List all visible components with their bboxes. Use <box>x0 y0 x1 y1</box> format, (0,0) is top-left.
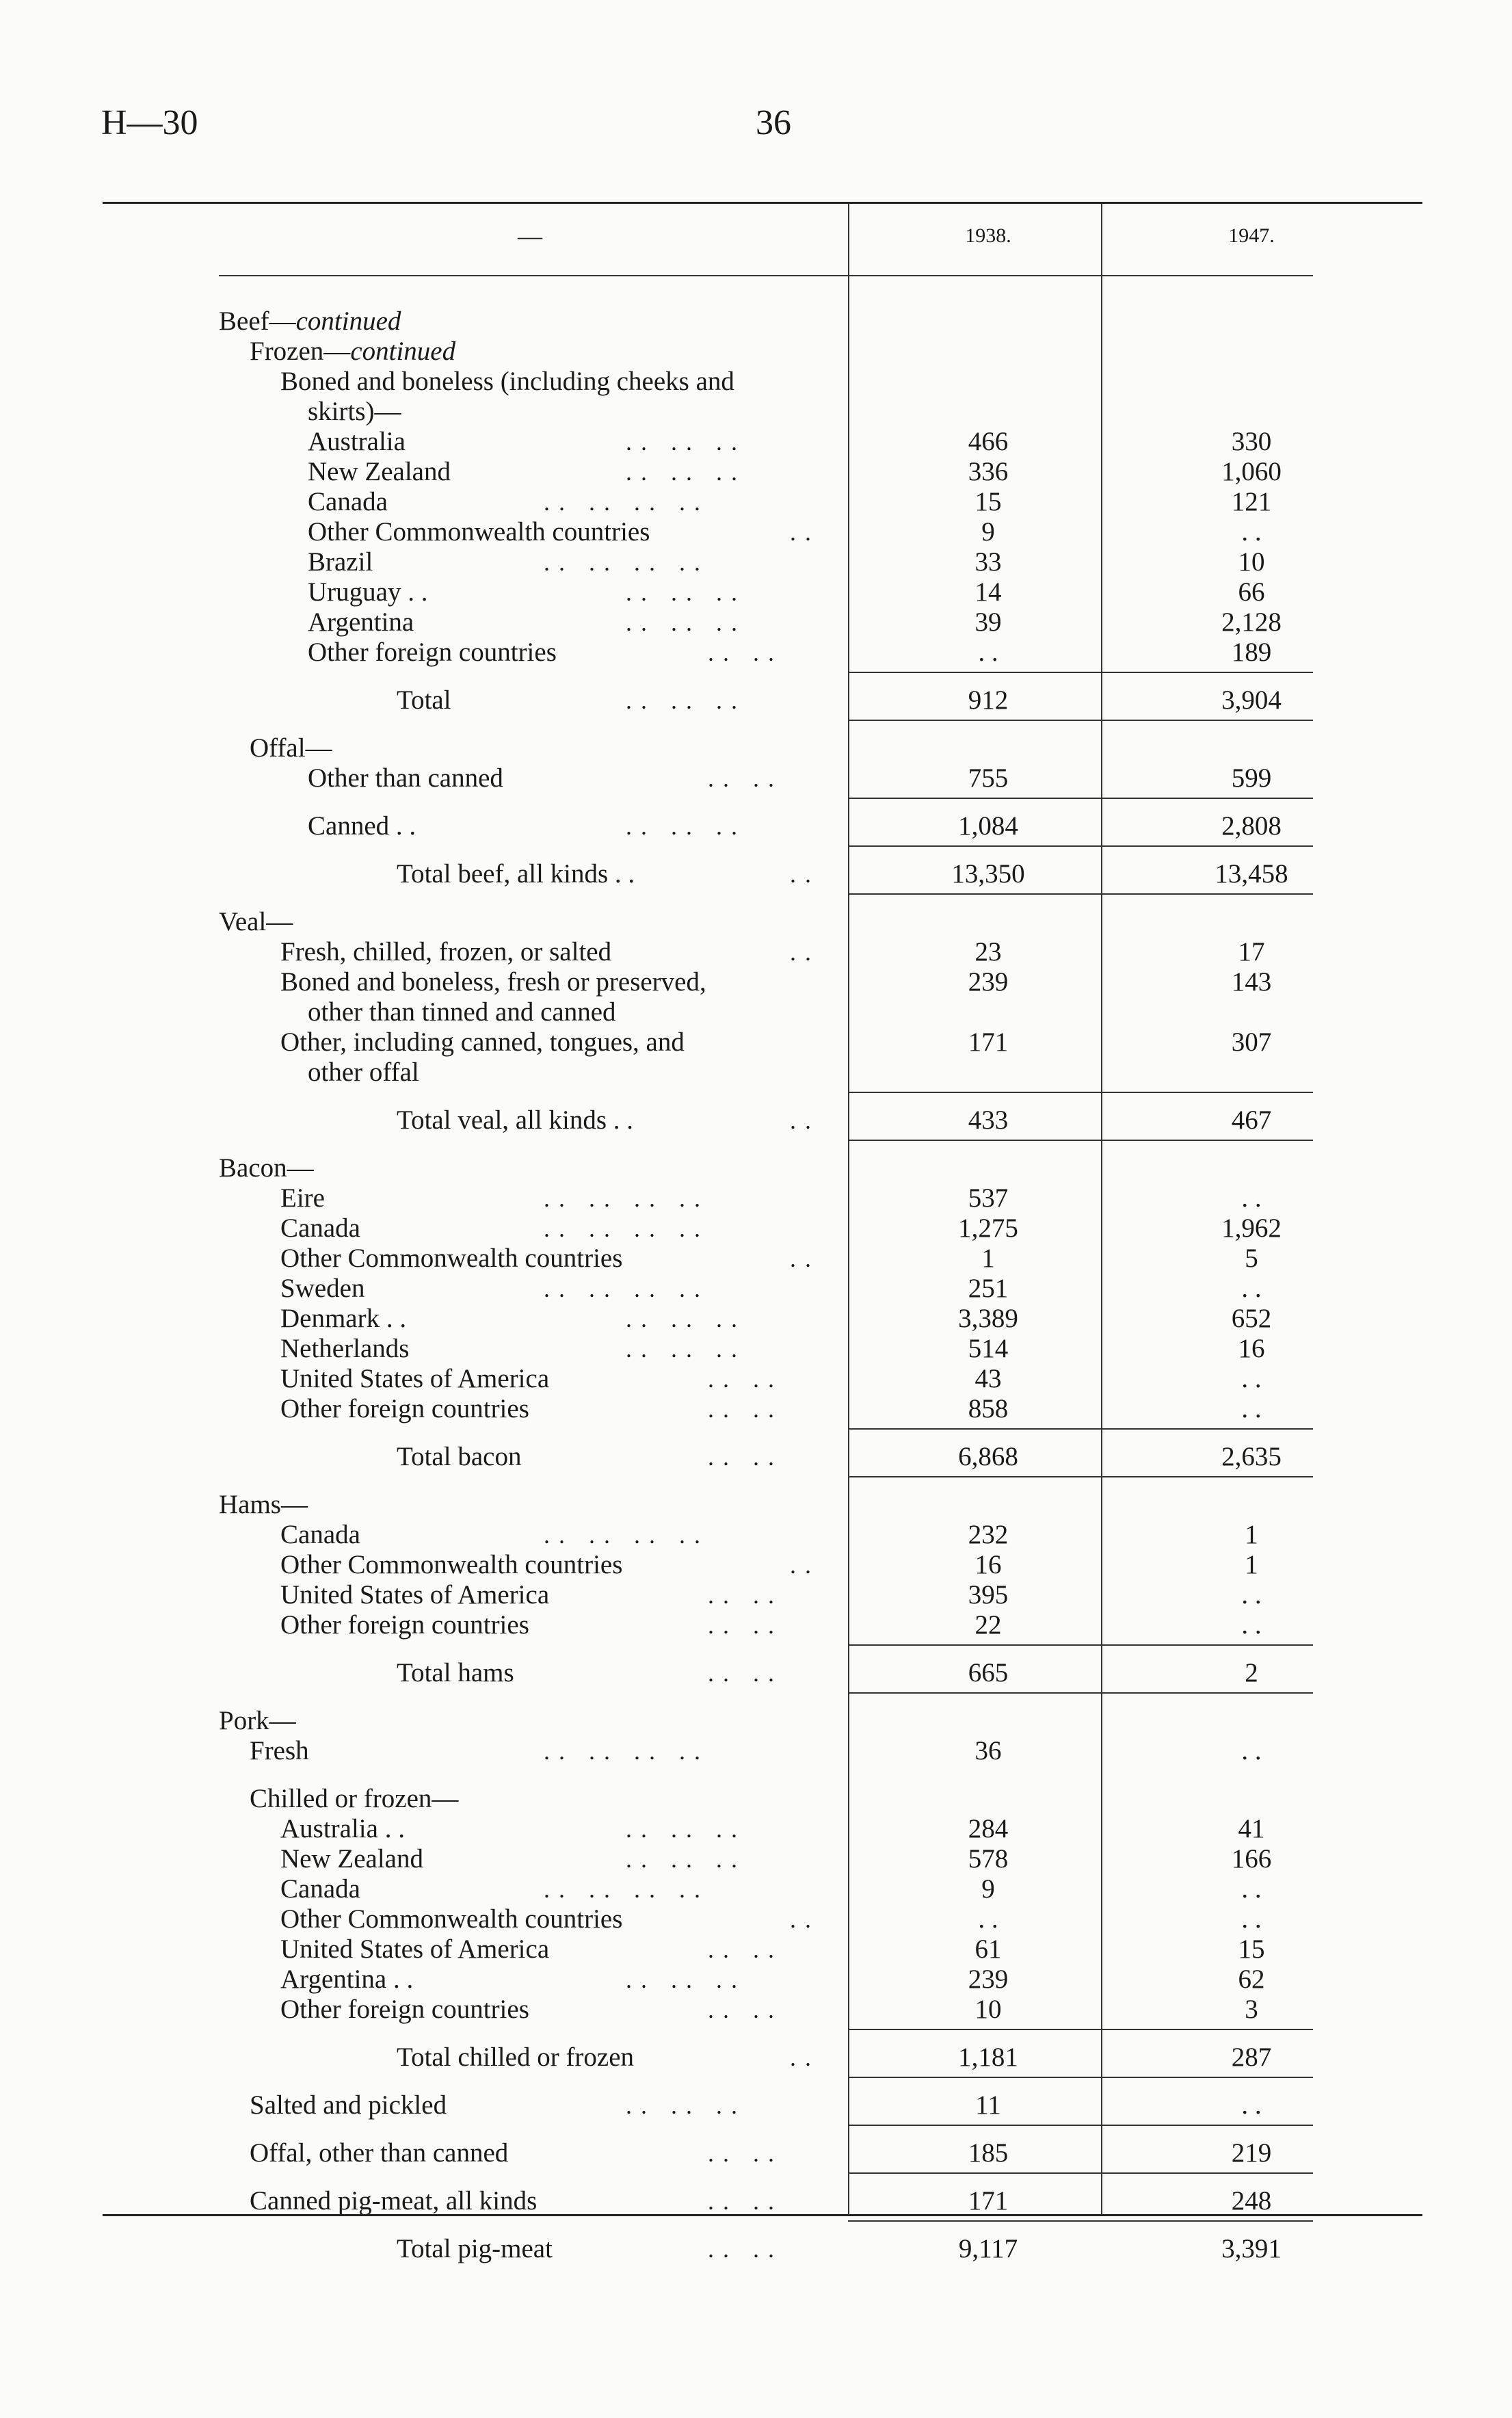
subtotal-rule <box>848 1644 1313 1646</box>
table-row <box>0 1580 1512 1610</box>
value-1938: 239 <box>968 1964 1009 1994</box>
row-label: Canned . . <box>308 811 416 841</box>
row-label: New Zealand <box>280 1844 423 1874</box>
value-1938: 23 <box>974 937 1002 967</box>
leader-dots: . . . . . . . . <box>544 1275 702 1302</box>
value-1947: 3,904 <box>1221 685 1282 715</box>
value-1947: . . <box>1241 1274 1262 1303</box>
table-row <box>0 937 1512 967</box>
value-1938: . . <box>978 638 998 667</box>
page-header-code: H—30 <box>101 103 198 142</box>
value-1947: . . <box>1241 1580 1262 1609</box>
table-row <box>0 337 1512 367</box>
value-1938: 336 <box>968 457 1009 486</box>
value-1947: 166 <box>1231 1844 1272 1874</box>
leader-dots: . . . . <box>708 1365 775 1393</box>
page-number: 36 <box>756 103 791 142</box>
value-1938: 16 <box>974 1550 1002 1579</box>
table-row <box>0 2090 1512 2120</box>
value-1938: 3,389 <box>958 1304 1018 1333</box>
leader-dots: . . . . . . . . <box>544 488 702 516</box>
subtotal-rule <box>848 798 1313 799</box>
table-row <box>0 638 1512 668</box>
value-1947: 1,060 <box>1221 457 1282 486</box>
value-1947: 307 <box>1231 1027 1272 1057</box>
row-label: Uruguay . . <box>308 577 428 607</box>
table-row <box>0 1784 1512 1814</box>
leader-dots: . . . . <box>708 765 775 792</box>
leader-dots: . . . . . . . . <box>544 1876 702 1903</box>
value-1947: . . <box>1241 1183 1262 1213</box>
table-row <box>0 1364 1512 1394</box>
row-label: Canada <box>280 1520 360 1549</box>
table-row <box>0 1736 1512 1766</box>
value-1938: 171 <box>968 1027 1009 1057</box>
value-1938: 22 <box>974 1610 1002 1640</box>
value-1947: 17 <box>1238 937 1265 967</box>
value-1938: 9 <box>981 1874 995 1904</box>
value-1947: . . <box>1241 517 1262 547</box>
row-label: Other foreign countries <box>280 1995 529 2024</box>
value-1938: 36 <box>974 1736 1002 1765</box>
subtotal-rule <box>848 1428 1313 1430</box>
row-label: Beef—continued <box>219 306 401 336</box>
value-1947: 5 <box>1245 1244 1258 1273</box>
table-row <box>0 1105 1512 1135</box>
row-label: Bacon— <box>219 1153 314 1183</box>
table-row <box>0 1874 1512 1904</box>
leader-dots: . . <box>790 1906 812 1933</box>
row-label: Offal— <box>250 733 332 763</box>
table-row <box>0 1706 1512 1736</box>
leader-dots: . . . . . . . . <box>544 549 702 576</box>
table-row <box>0 1844 1512 1874</box>
row-label: Other foreign countries <box>280 1394 529 1423</box>
leader-dots: . . . . . . . . <box>544 1215 702 1242</box>
table-row <box>0 907 1512 937</box>
row-label: skirts)— <box>308 397 401 426</box>
value-1947: 248 <box>1231 2186 1272 2216</box>
value-1947: 121 <box>1231 487 1272 516</box>
row-label: New Zealand <box>308 457 451 486</box>
table-row <box>0 1153 1512 1183</box>
table-row <box>0 811 1512 841</box>
table-row <box>0 1934 1512 1964</box>
leader-dots: . . <box>790 518 812 546</box>
subtotal-rule <box>848 1140 1313 1141</box>
subtotal-rule <box>848 2125 1313 2126</box>
table-row <box>0 733 1512 763</box>
value-1938: 514 <box>968 1334 1009 1363</box>
table-row <box>0 1394 1512 1424</box>
table-row <box>0 1334 1512 1364</box>
value-1947: 143 <box>1231 967 1272 997</box>
row-label: Salted and pickled <box>250 2090 447 2120</box>
leader-dots: . . . . <box>708 1936 775 1963</box>
subtotal-rule <box>848 2029 1313 2030</box>
value-1947: 3,391 <box>1221 2234 1282 2263</box>
value-1947: 2,808 <box>1221 811 1282 841</box>
row-label: Australia . . <box>280 1814 405 1843</box>
row-label: Boned and boneless (including cheeks and <box>280 367 734 396</box>
table-row <box>0 1550 1512 1580</box>
table-row <box>0 2186 1512 2216</box>
leader-dots: . . . . . . <box>626 1966 739 1993</box>
leader-dots: . . . . . . . . <box>544 1737 702 1765</box>
row-label: Argentina <box>308 607 414 637</box>
row-label: Other foreign countries <box>280 1610 529 1640</box>
value-1947: 16 <box>1238 1334 1265 1363</box>
row-label: Total <box>397 685 451 715</box>
table-row <box>0 1904 1512 1934</box>
subtotal-rule <box>848 1692 1313 1694</box>
row-label: Chilled or frozen— <box>250 1784 459 1813</box>
table-row <box>0 577 1512 607</box>
row-label: Other than canned <box>308 763 503 793</box>
table-row <box>0 1490 1512 1520</box>
leader-dots: . . <box>790 1107 812 1134</box>
table-row <box>0 1244 1512 1274</box>
value-1947: 13,458 <box>1215 859 1288 889</box>
value-1947: 652 <box>1231 1304 1272 1333</box>
row-label: Other Commonwealth countries <box>308 517 650 547</box>
leader-dots: . . . . <box>708 1612 775 1639</box>
value-1938: 43 <box>974 1364 1002 1393</box>
row-label: Other Commonwealth countries <box>280 1904 623 1934</box>
value-1938: 1,084 <box>958 811 1018 841</box>
table-row <box>0 2234 1512 2264</box>
value-1938: 33 <box>974 547 1002 577</box>
row-label: Other Commonwealth countries <box>280 1550 623 1579</box>
table-row <box>0 997 1512 1027</box>
value-1938: 665 <box>968 1658 1009 1687</box>
leader-dots: . . <box>790 1245 812 1272</box>
row-label: Canada <box>308 487 388 516</box>
leader-dots: . . . . <box>708 1659 775 1687</box>
table-row <box>0 1274 1512 1304</box>
leader-dots: . . . . <box>708 1581 775 1609</box>
leader-dots: . . <box>790 938 812 966</box>
subtotal-rule <box>848 845 1313 847</box>
value-1947: 66 <box>1238 577 1265 607</box>
value-1947: 599 <box>1231 763 1272 793</box>
bottom-rule <box>103 2214 1422 2216</box>
value-1938: 433 <box>968 1105 1009 1135</box>
stub-column-heading: — <box>518 222 542 250</box>
row-label: Hams— <box>219 1490 308 1519</box>
value-1947: 2,128 <box>1221 607 1282 637</box>
row-label: Australia <box>308 427 406 456</box>
row-label: Canada <box>280 1213 360 1243</box>
leader-dots: . . . . . . . . <box>544 1185 702 1212</box>
value-1947: 1 <box>1245 1550 1258 1579</box>
value-1947: 62 <box>1238 1964 1265 1994</box>
row-label: Total beef, all kinds . . <box>397 859 635 889</box>
row-label: Fresh, chilled, frozen, or salted <box>280 937 612 967</box>
table-row <box>0 859 1512 889</box>
table-row <box>0 367 1512 397</box>
row-label: Total veal, all kinds . . <box>397 1105 634 1135</box>
value-1938: 185 <box>968 2138 1009 2168</box>
leader-dots: . . . . <box>708 1395 775 1423</box>
value-1947: 467 <box>1231 1105 1272 1135</box>
value-1947: 10 <box>1238 547 1265 577</box>
value-1938: 239 <box>968 967 1009 997</box>
leader-dots: . . . . . . <box>626 2092 739 2119</box>
row-label: other than tinned and canned <box>308 997 616 1027</box>
value-1947: . . <box>1241 2090 1262 2120</box>
value-1938: 39 <box>974 607 1002 637</box>
value-1938: 578 <box>968 1844 1009 1874</box>
table-row <box>0 1213 1512 1244</box>
value-1947: 219 <box>1231 2138 1272 2168</box>
leader-dots: . . . . <box>708 2140 775 2167</box>
leader-dots: . . . . . . <box>626 1845 739 1873</box>
table-row <box>0 547 1512 577</box>
leader-dots: . . . . . . <box>626 813 739 840</box>
leader-dots: . . <box>790 1551 812 1579</box>
value-1938: 251 <box>968 1274 1009 1303</box>
table-row <box>0 2138 1512 2168</box>
value-1947: 2 <box>1245 1658 1258 1687</box>
leader-dots: . . . . <box>708 2187 775 2215</box>
table-row <box>0 1442 1512 1472</box>
table-row <box>0 1183 1512 1213</box>
leader-dots: . . . . . . <box>626 609 739 636</box>
value-1947: 2,635 <box>1221 1442 1282 1471</box>
leader-dots: . . . . . . <box>626 1815 739 1843</box>
value-1938: 171 <box>968 2186 1009 2216</box>
value-1947: . . <box>1241 1364 1262 1393</box>
row-label: Boned and boneless, fresh or preserved, <box>280 967 706 997</box>
leader-dots: . . . . . . <box>626 579 739 606</box>
value-1938: 395 <box>968 1580 1009 1609</box>
table-row <box>0 517 1512 547</box>
subtotal-rule <box>848 1092 1313 1093</box>
subtotal-rule <box>848 720 1313 721</box>
table-row <box>0 487 1512 517</box>
row-label: Netherlands <box>280 1334 410 1363</box>
table-row <box>0 1304 1512 1334</box>
table-row <box>0 427 1512 457</box>
subtotal-rule <box>848 672 1313 673</box>
leader-dots: . . . . . . <box>626 1305 739 1332</box>
row-label: Total bacon <box>397 1442 522 1471</box>
row-label: Canned pig-meat, all kinds <box>250 2186 538 2216</box>
value-1938: 1,181 <box>958 2042 1018 2072</box>
leader-dots: . . . . . . <box>626 687 739 714</box>
value-1938: 11 <box>975 2090 1001 2120</box>
row-label: Argentina . . <box>280 1964 414 1994</box>
table-row <box>0 685 1512 715</box>
table-row <box>0 1610 1512 1640</box>
value-1938: 1,275 <box>958 1213 1018 1243</box>
value-1938: 537 <box>968 1183 1009 1213</box>
row-label: Pork— <box>219 1706 296 1735</box>
row-label: Total pig-meat <box>397 2234 553 2263</box>
row-label: Veal— <box>219 907 293 936</box>
leader-dots: . . . . <box>708 1996 775 2023</box>
table-row <box>0 1658 1512 1688</box>
row-label: other offal <box>308 1057 419 1087</box>
value-1947: . . <box>1241 1904 1262 1934</box>
value-1947: 1,962 <box>1221 1213 1282 1243</box>
row-label: United States of America <box>280 1934 550 1964</box>
subtotal-rule <box>848 893 1313 895</box>
table-row <box>0 306 1512 337</box>
leader-dots: . . <box>790 860 812 888</box>
value-1938: 858 <box>968 1394 1009 1423</box>
value-1947: 287 <box>1231 2042 1272 2072</box>
leader-dots: . . . . . . . . <box>544 1521 702 1549</box>
table-row <box>0 1964 1512 1995</box>
row-label: Canada <box>280 1874 360 1904</box>
value-1947: . . <box>1241 1610 1262 1640</box>
leader-dots: . . . . <box>708 2235 775 2263</box>
row-label: Offal, other than canned <box>250 2138 509 2168</box>
value-1938: 61 <box>974 1934 1002 1964</box>
subtotal-rule <box>848 2172 1313 2174</box>
leader-dots: . . . . . . <box>626 428 739 456</box>
row-label: Total hams <box>397 1658 514 1687</box>
value-1938: 10 <box>974 1995 1002 2024</box>
row-label: Fresh <box>250 1736 309 1765</box>
row-label: Eire <box>280 1183 325 1213</box>
table-row <box>0 763 1512 793</box>
row-label: Other foreign countries <box>308 638 557 667</box>
table-row <box>0 967 1512 997</box>
column-heading-1947: 1947. <box>1228 224 1275 247</box>
leader-dots: . . . . . . <box>626 458 739 486</box>
leader-dots: . . . . . . <box>626 1335 739 1363</box>
value-1938: 9 <box>981 517 995 547</box>
table-row <box>0 1995 1512 2025</box>
table-row <box>0 1520 1512 1550</box>
value-1947: . . <box>1241 1736 1262 1765</box>
value-1938: 13,350 <box>951 859 1025 889</box>
value-1938: 755 <box>968 763 1009 793</box>
value-1938: 1 <box>981 1244 995 1273</box>
row-label: United States of America <box>280 1364 550 1393</box>
value-1947: 189 <box>1231 638 1272 667</box>
row-label: Total chilled or frozen <box>397 2042 635 2072</box>
leader-dots: . . . . <box>708 1443 775 1471</box>
table-row <box>0 1057 1512 1088</box>
table-row <box>0 457 1512 487</box>
row-label: Frozen—continued <box>250 337 456 366</box>
value-1938: 232 <box>968 1520 1009 1549</box>
value-1938: 14 <box>974 577 1002 607</box>
table-row <box>0 1814 1512 1844</box>
value-1947: . . <box>1241 1394 1262 1423</box>
value-1947: 3 <box>1245 1995 1258 2024</box>
value-1938: 15 <box>974 487 1002 516</box>
leader-dots: . . . . <box>708 639 775 666</box>
subtotal-rule <box>848 1476 1313 1477</box>
row-label: United States of America <box>280 1580 550 1609</box>
value-1938: 6,868 <box>958 1442 1018 1471</box>
value-1938: 9,117 <box>958 2234 1018 2263</box>
value-1947: 15 <box>1238 1934 1265 1964</box>
value-1947: 41 <box>1238 1814 1265 1843</box>
value-1947: 330 <box>1231 427 1272 456</box>
row-label: Denmark . . <box>280 1304 407 1333</box>
row-label: Other Commonwealth countries <box>280 1244 623 1273</box>
table-row <box>0 2042 1512 2073</box>
value-1947: 1 <box>1245 1520 1258 1549</box>
leader-dots: . . <box>790 2044 812 2071</box>
row-label: Other, including canned, tongues, and <box>280 1027 685 1057</box>
subtotal-rule <box>848 2220 1313 2222</box>
row-label: Sweden <box>280 1274 365 1303</box>
value-1938: 284 <box>968 1814 1009 1843</box>
table-row <box>0 397 1512 427</box>
table-row <box>0 1027 1512 1057</box>
value-1938: 466 <box>968 427 1009 456</box>
column-heading-1938: 1938. <box>965 224 1011 247</box>
subtotal-rule <box>848 2077 1313 2078</box>
table-row <box>0 607 1512 638</box>
value-1938: . . <box>978 1904 998 1934</box>
row-label: Brazil <box>308 547 373 577</box>
value-1938: 912 <box>968 685 1009 715</box>
value-1947: . . <box>1241 1874 1262 1904</box>
